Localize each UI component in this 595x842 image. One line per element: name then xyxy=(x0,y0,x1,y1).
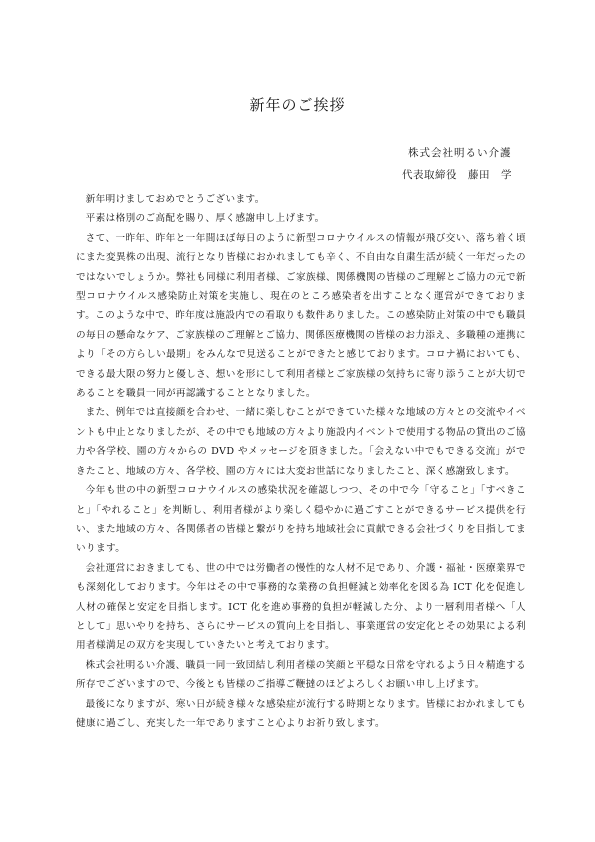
greeting-paragraph: 新年明けましておめでとうございます。 xyxy=(85,194,265,205)
closing-paragraph: 最後になりますが、寒い日が続き様々な感染症が流行する時期となります。皆様におかれましても健康に過ごし、充実した一年でありますこと心よりお祈り致します。 xyxy=(76,698,526,729)
gratitude-paragraph: 平素は格別のご高配を賜り、厚く感謝申し上げます。 xyxy=(85,213,325,225)
sender-block xyxy=(350,142,550,186)
sender-representative: 代表取締役 藤田 学 xyxy=(402,169,512,181)
sender-company: 株式会社明るい介護 xyxy=(408,147,512,159)
letter-title: 新年のご挨拶 xyxy=(249,96,346,114)
covid-care-paragraph: さて、一昨年、昨年と一年間ほぼ毎日のように新型コロナウイルスの情報が飛び交い、落ち着く頃にまた変異株の出現、流行となり皆様におかれましても辛く、不自由な自粛生活が続く一年だったのではないでしょうか。弊社も同様に利用者様、ご家族様、関係機関の皆様のご理解とご協力の元で新型コロナウイルス感染防止対策を実施し、現在のところ感染者を出すことなく運営ができております。このような中で、昨年度は施設内での看取りも数件ありました。この感染防止対策の中でも職員の毎日の懸命なケア、ご家族様のご理解とご協力、関係医療機関の皆様のお力添え、多職種の連携により「その方らしい最期」をみんなで見送ることができたと感じております。コロナ禍においても、できる最大限の努力と優しさ、想いを形にして利用者様とご家族様の気持ちに寄り添うことが大切であることを職員一同が再認識することとなりました。 xyxy=(76,232,526,400)
management-paragraph: 会社運営におきましても、世の中では労働者の慢性的な人材不足であり、介護・福祉・医療業界でも深刻化しております。今年はその中で事務的な業務の負担軽減と効率化を図る為 ICT 化を促進し人材の確保と安定を目指します。ICT 化を進め事務的負担が軽減した分、より一層利用者様へ「人として」思いやりを持ち、さらにサービスの質向上を目指し、事業運営の安定化とその効果による利用者様満足の双方を実現していきたいと考えております。 xyxy=(76,562,526,652)
goals-paragraph: 今年も世の中の新型コロナウイルスの感染状況を確認しつつ、その中で今「守ること」「すべきこと」「やれること」を判断し、利用者様がより楽しく穏やかに過ごすことができるサービス提供を行い、また地域の方々、各関係者の皆様と繋がりを持ち地域社会に貢献できる会社づくりを目指してまいります。 xyxy=(76,485,526,555)
letter-body xyxy=(76,190,526,733)
community-paragraph: また、例年では直接顔を合わせ、一緒に楽しむことができていた様々な地域の方々との交流やイベントも中止となりましたが、その中でも地域の方々より施設内イベントで使用する物品の貸出のご協力や各学校、園の方々からの DVD やメッセージを頂きました。「会えない中でもできる交流」ができたこと、地域の方々、各学校、園の方々には大変お世話になりましたこと、深く感謝致します。 xyxy=(76,407,526,477)
commitment-paragraph: 株式会社明るい介護、職員一同一致団結し利用者様の笑顔と平穏な日常を守れるよう日々精進する所存でございますので、今後とも皆様のご指導ご鞭撻のほどよろしくお願い申し上げます。 xyxy=(76,659,526,691)
